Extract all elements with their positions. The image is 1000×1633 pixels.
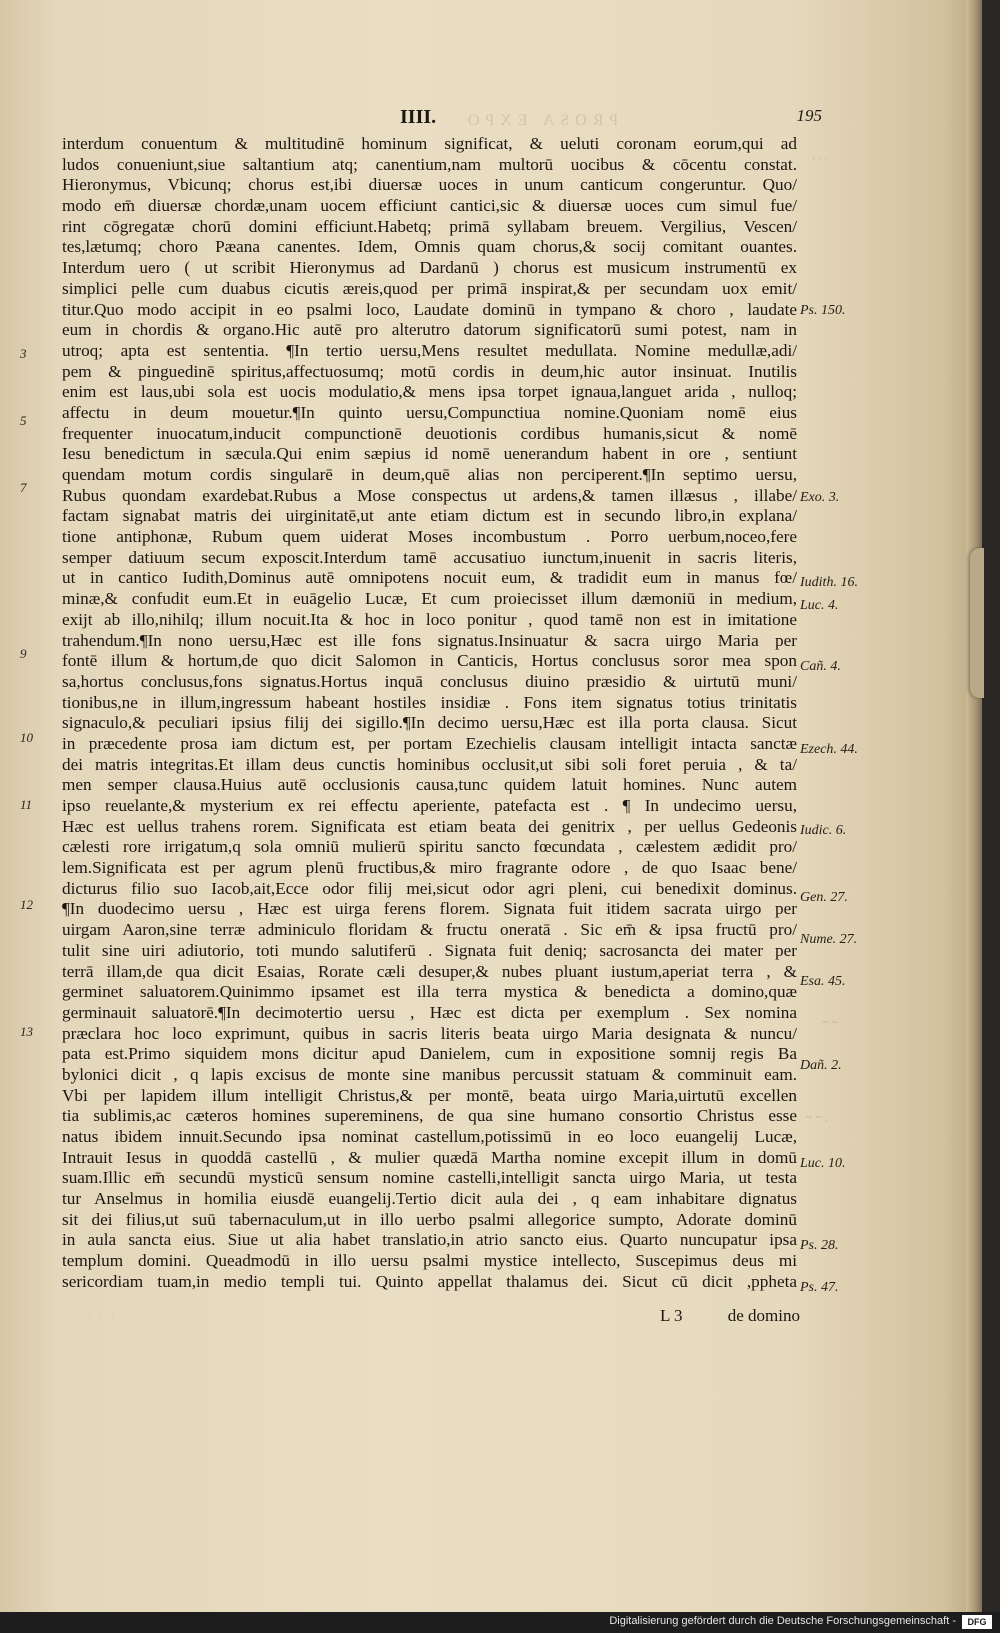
text-line: trahendum.¶In nono uersu,Hæc est ille fons signatus.Insinuatur & sacra uirgo Maria per: [62, 630, 797, 650]
catchword-line: [660, 1306, 800, 1328]
text-line: templum domini. Queadmodū in illo uersu psalmi mystice intellecto, Suscepimus deus mi: [62, 1251, 797, 1271]
verse-number: 10: [20, 730, 33, 745]
library-stamp: · · · · ·: [64, 1307, 117, 1322]
margin-reference: Luc. 10.: [800, 1156, 846, 1171]
text-line: ut in cantico Iudith,Dominus autē omnipotens nocuit eum, & tradidit eum in manus fœ/: [62, 568, 797, 588]
margin-reference: Ezech. 44.: [800, 742, 858, 757]
text-line: factam signabat matris dei uirginitatē,ut ante etiam dictum est in secundo libro,in explana/: [62, 506, 797, 526]
text-line: dicturus filio suo Iacob,ait,Ecce odor filij mei,sicut odor agri pleni, cui benedixit dominus.: [62, 878, 797, 898]
margin-reference: Dañ. 2.: [800, 1058, 842, 1073]
section-number: IIII.: [400, 106, 437, 128]
body-text: [62, 134, 797, 1293]
margin-reference: Gen. 27.: [800, 890, 848, 905]
dfg-logo: DFG: [962, 1615, 992, 1629]
text-line: signaculo,& peculiari ipsius filij dei sigillo.¶In decimo uersu,Hæc est illa porta clausa. Sicut: [62, 713, 797, 733]
running-header: [62, 106, 822, 130]
text-line: sericordiam tuam,in medio templi tui. Quinto appellat thalamus dei. Sicut cū dicit ,ppheta: [62, 1271, 797, 1291]
text-line: frequenter inuocatum,inducit compunctionē deuotionis cordibus humanis,sicut & nomē: [62, 423, 797, 443]
text-line: fontē illum & hortum,de quo dicit Salomon in Canticis, Hortus conclusus soror mea spon: [62, 651, 797, 671]
margin-reference: Esa. 45.: [800, 974, 846, 989]
bleed-through-header: PROSA EXPO: [461, 112, 619, 129]
verse-number: 13: [20, 1024, 33, 1039]
text-line: Hieronymus, Vbicunq; chorus est,ibi diuersæ uoces in unum canticum congeruntur. Quo/: [62, 175, 797, 195]
signature-mark: L 3: [660, 1306, 683, 1325]
page-edges: [966, 0, 982, 1612]
text-line: tione antiphonæ, Rubum quem uiderat Moses incombustum . Porro uerbum,noceo,fere: [62, 527, 797, 547]
text-line: dei matris integritas.Et illam deus cunctis hominibus occlusit,ut sibi soli foret peruia , & ta/: [62, 754, 797, 774]
text-line: ¶In duodecimo uersu , Hæc est uirga ferens florem. Signata fuit itidem sacrata uirgo per: [62, 899, 797, 919]
text-line: affectu in deum mouetur.¶In quinto uersu,Compunctiua nomine.Quoniam nomē eius: [62, 402, 797, 422]
text-line: men semper clausa.Huius autē occlusionis causa,tunc quidem latuit homines. Nunc autem: [62, 775, 797, 795]
text-line: natus ibidem innuit.Secundo ipsa nominat castellum,potissimū in eo loco euangelij Lucæ,: [62, 1127, 797, 1146]
bleed-through-mark: ~ ~: [822, 1015, 838, 1029]
margin-reference: Exo. 3.: [800, 490, 840, 505]
text-line: rint cōgregatæ chorū domini efficiunt.Habetq; primā syllabam breuem. Vergilius, Vescen/: [62, 216, 797, 236]
text-line: in aula sancta eius. Siue ut alia habet translatio,in atrio sancto eius. Quarto nuncupatur ipsa: [62, 1230, 797, 1250]
text-line: exijt ab illo,nihilq; illum nocuit.Ita & hoc in loco ponitur , quod tamē non est in imitatione: [62, 609, 797, 629]
text-line: Intrauit Iesus in quoddā castellū , & mulier quædā Martha nomine excepit illum in domū: [62, 1147, 797, 1167]
margin-reference: Ps. 28.: [800, 1238, 839, 1253]
text-line: quendam motum cordis singularē in deum,quē alias non perciperent.¶In septimo uersu,: [62, 465, 797, 484]
catchword: de domino: [727, 1306, 800, 1325]
text-line: pata est.Primo siquidem mons dicitur apud Danielem, cum in expositione somnij regis Ba: [62, 1044, 797, 1064]
text-line: lem.Significata est per agrum plenū fructibus,& miro fragrante odore , de quo Isaac bene/: [62, 858, 797, 878]
text-line: tia sublimis,ac cæteros homines supereminens, de qua sine humano consortio Christus esse: [62, 1106, 797, 1126]
text-line: eum in chordis & organo.Hic autē pro alterutro datorum significatorū sumi potest, nam in: [62, 320, 797, 340]
text-line: præclara hoc loco exprimunt, quibus in sacris literis beata uirgo Maria designata & nuncu/: [62, 1023, 797, 1043]
text-line: minæ,& confudit eum.Et in euāgelio Lucæ, Et cum proiecisset illum dæmoniū in medium,: [62, 589, 797, 609]
text-line: in præcedente prosa iam dictum est, per portam Ezechielis clausam intelligit intacta sanctæ: [62, 733, 797, 753]
verse-number: 9: [20, 646, 27, 661]
text-line: cælesti rore irrigatum,q sola omniū mulierū spiritu sancto fœcundata , cælestem ædidit pro/: [62, 837, 797, 857]
text-line: enim est laus,ubi sola est uocis modulatio,& mens ipsa torpet ignaua,languet arida , nulloq;: [62, 382, 797, 402]
verse-number: 7: [20, 480, 27, 495]
margin-reference: Iudith. 16.: [800, 575, 858, 590]
text-line: terrā illam,de qua dicit Esaias, Rorate cæli desuper,& nubes pluant iustum,aperiat terra , &: [62, 961, 797, 981]
margin-reference: Cañ. 4.: [800, 659, 841, 674]
verse-number: 12: [20, 897, 33, 912]
text-line: tur Anselmus in homilia eiusdē euangelij.Tertio dicit aula dei , q eam inhabitare dignatus: [62, 1189, 797, 1209]
text-line: interdum conuentum & multitudinē hominum significat, & ueluti coronam eorum,qui ad: [62, 134, 797, 153]
bleed-through-mark: . . .: [812, 148, 827, 162]
margin-reference: Nume. 27.: [800, 932, 858, 947]
text-line: ludos conueniunt,siue saltantium atq; canentium,nam multorū uocibus & cōcentu constat.: [62, 154, 797, 174]
footer-bar: [0, 1612, 1000, 1633]
margin-reference: Ps. 150.: [800, 303, 846, 318]
bleed-through-mark: ~ ~ .: [806, 1110, 828, 1124]
text-line: germinet saluatorem.Quinimmo ipsamet est illa terra mystica & benedicta a domino,quæ: [62, 982, 797, 1002]
text-line: semper datiuum secum exposcit.Interdum tamē accusatiuo iunctum,inuenit in sacris literis,: [62, 547, 797, 567]
margin-reference: Ps. 47.: [800, 1280, 839, 1295]
text-line: ipso reuelante,& mysterium ex rei effectu aperiente, patefacta est . ¶ In undecimo uersu,: [62, 796, 797, 815]
margin-reference: Luc. 4.: [800, 598, 839, 613]
text-line: uirgam Aaron,sine terræ adminiculo floridam & fructu oneratā . Sic em̄ & ipsa fructū pro/: [62, 920, 797, 940]
text-line: tes,lætumq; choro Pæana canentes. Idem, Omnis quam chorus,& socij comitant ouantes.: [62, 237, 797, 257]
text-line: utroq; apta est sententia. ¶In tertio uersu,Mens resultet medullata. Nomine medullæ,adi/: [62, 340, 797, 360]
text-line: bylonici dicit , q lapis excisus de monte sine manibus percussit statuam & comminuit eam.: [62, 1064, 797, 1084]
text-line: tulit sine uiri adiutorio, toti mundo salutiferū . Signata fuit deniq; sacrosancta dei mater per: [62, 940, 797, 960]
text-line: sa,hortus conclusus,fons signatus.Hortus inquā conclusus diuino præsidio & uirtutū muni/: [62, 671, 797, 691]
text-line: germinauit saluatorē.¶In decimotertio uersu , Hæc est dicta per exemplum . Sex nomina: [62, 1002, 797, 1022]
verse-number: 3: [20, 346, 27, 361]
text-line: Iesu benedictum in sæcula.Qui enim sæpius id nomē uenerandum habent in ore , sentiunt: [62, 444, 797, 464]
text-line: titur.Quo modo accipit in eo psalmi loco, Laudate dominū in tympano & choro , laudate: [62, 299, 797, 319]
text-line: modo em̄ diuersæ chordæ,unam uocem efficiunt cantici,sic & diuersæ uoces cum simul fue/: [62, 196, 797, 216]
text-line: suam.Illic em̄ secundū mysticū sensum nomine castelli,intelligit sancta uirgo Maria, ut testa: [62, 1168, 797, 1188]
text-line: Vbi per lapidem illum intelligit Christus,& per montē, beata uirgo Maria,uirtutū excellen: [62, 1085, 797, 1105]
funding-notice: Digitalisierung gefördert durch die Deutsche Forschungsgemeinschaft -: [609, 1615, 956, 1627]
text-line: sit dei filius,ut suū tabernaculum,ut in illo uerbo psalmi allegorice sumpto, Adorate dominū: [62, 1209, 797, 1229]
text-line: Hæc est uellus trahens rorem. Significata est etiam beata dei genitrix , per uellus Gedeonis: [62, 816, 797, 836]
verse-number: 5: [20, 413, 27, 428]
text-line: simplici pelle cum duabus cicutis æreis,quod per primā inspirat,& per secundam uox emit/: [62, 278, 797, 298]
margin-reference: Iudic. 6.: [800, 823, 847, 838]
text-line: pem & pinguedinē spiritus,affectuosumq; motū cordis in deum,hic autor insinuat. Inutilis: [62, 361, 797, 381]
text-line: tionibus,ne in illum,ingressum habeant hostiles insidiæ . Fons item signatus totius trinitatis: [62, 692, 797, 712]
verse-number: 11: [20, 797, 33, 812]
binding-clasp: [970, 548, 984, 698]
text-line: Rubus quondam exardebat.Rubus a Mose conspectus ut ardens,& tamen illæsus , illabe/: [62, 485, 797, 505]
folio-number: 195: [796, 106, 822, 125]
text-line: Interdum uero ( ut scribit Hieronymus ad Dardanū ) chorus est musicum instrumentū ex: [62, 258, 797, 278]
